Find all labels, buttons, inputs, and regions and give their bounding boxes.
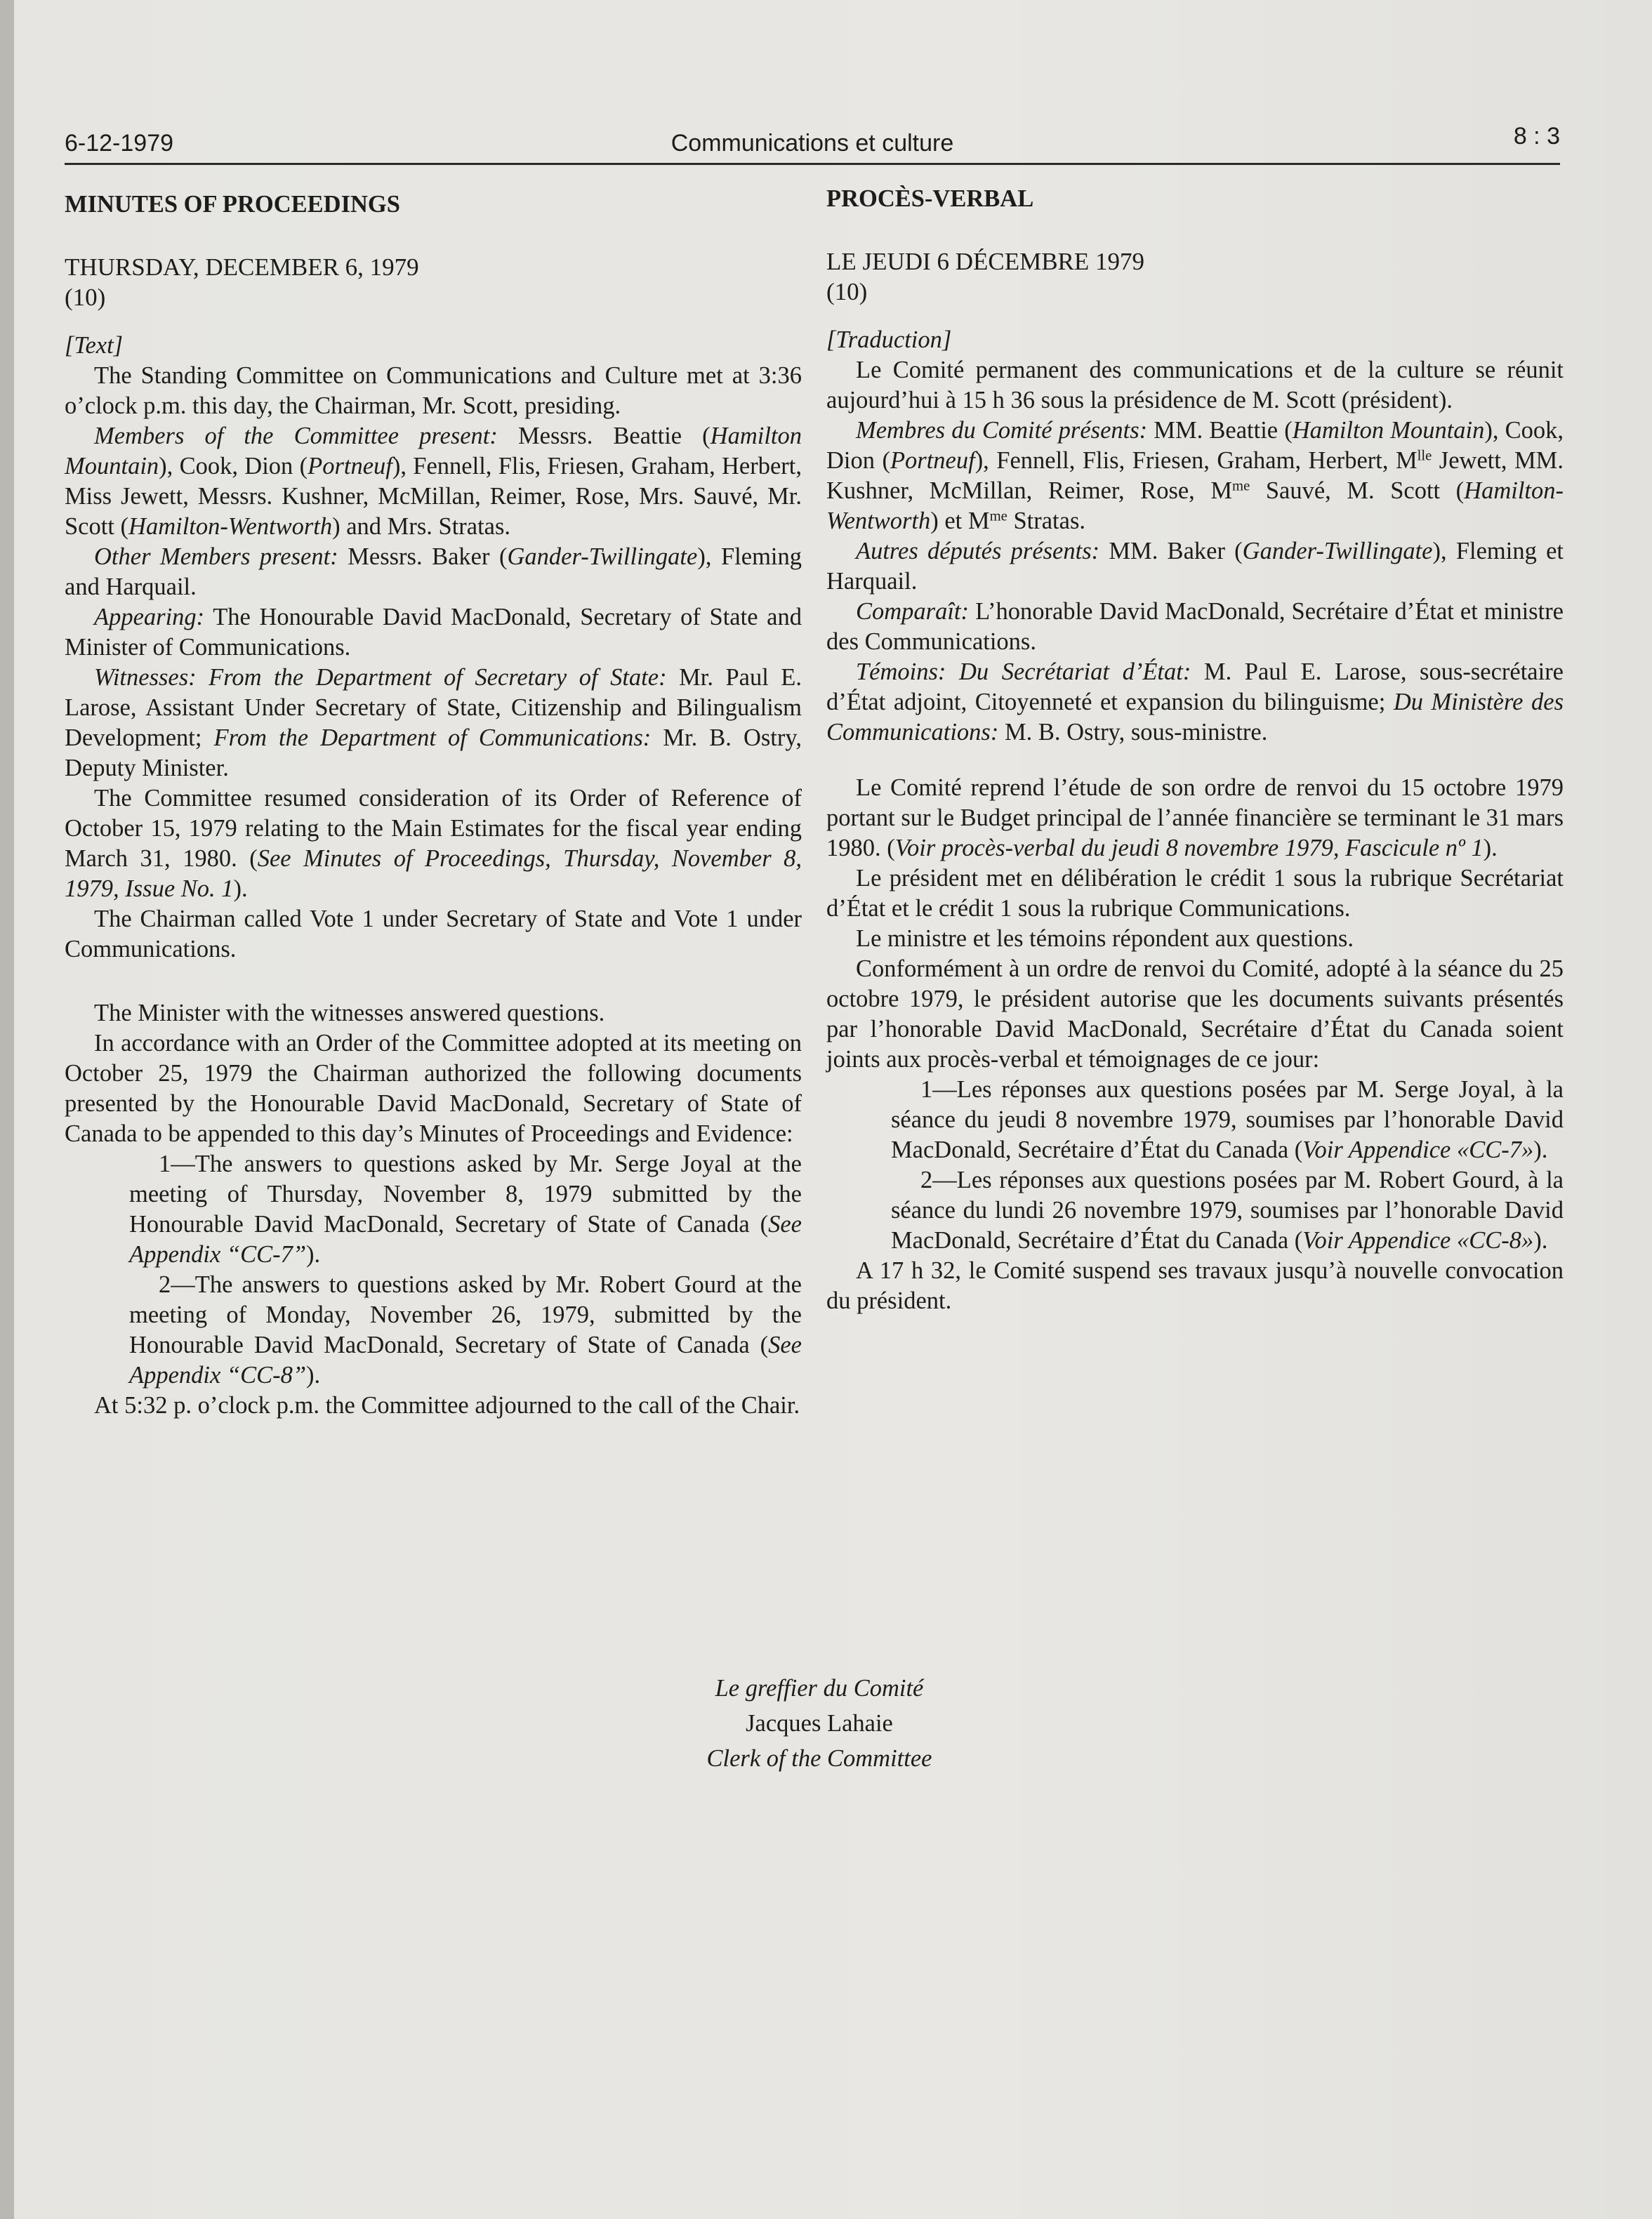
english-other-members: Other Members present: Messrs. Baker (Gander-Twillingate), Fleming and Harquail. xyxy=(65,543,802,600)
english-opening-paragraph: The Standing Committee on Communications and Culture met at 3:36 o’clock p.m. this day, the Chairman, Mr. Scott, presiding. xyxy=(65,362,802,419)
english-members-present: Members of the Committee present: Messrs. Beattie (Hamilton Mountain), Cook, Dion (Portneuf), Fennell, Flis, Friesen, Graham, Herbert, Miss Jewett, Messrs. Kushner, McMillan, Reimer, Rose, Mrs. Sauvé, Mr. Scott (Hamilton-Wentworth) and Mrs. Stratas. xyxy=(65,423,802,540)
french-questions: Le ministre et les témoins répondent aux questions. xyxy=(856,925,1354,952)
running-header xyxy=(65,112,1560,165)
clerk-signature-block xyxy=(591,1671,1048,1776)
english-accordance: In accordance with an Order of the Committee adopted at its meeting on October 25, 1979 the Chairman authorized the following documents presented by the Honourable David MacDonald, Secretary of State of Canada to be appended to this day’s Minutes of Proceedings and Evidence: xyxy=(65,1030,802,1147)
page-edge-shadow xyxy=(0,0,14,2219)
french-opening-paragraph: Le Comité permanent des communications et de la culture se réunit aujourd’hui à 15 h 36 sous la présidence de M. Scott (président). xyxy=(826,357,1564,413)
english-adjournment: At 5:32 p. o’clock p.m. the Committee adjourned to the call of the Chair. xyxy=(94,1392,800,1419)
english-text-note: [Text] xyxy=(65,332,124,359)
english-appendix-item-2: 2—The answers to questions asked by Mr. Robert Gourd at the meeting of Monday, November 26, 1979, submitted by the Honourable David MacDonald, Secretary of State of Canada (See Appendix “CC-8”). xyxy=(129,1271,802,1389)
french-appendix-item-2: 2—Les réponses aux questions posées par M. Robert Gourd, à la séance du lundi 26 novembre 1979, soumises par l’honorable David MacDonald, Secrétaire d’État du Canada (Voir Appendice «CC-8»). xyxy=(891,1167,1564,1254)
english-column xyxy=(65,190,802,1421)
french-order-of-reference: Le Comité reprend l’étude de son ordre de renvoi du 15 octobre 1979 portant sur le Budget principal de l’année financière se terminant le 31 mars 1980. (Voir procès-verbal du jeudi 8 novembre 1979, Fascicule nº 1). xyxy=(826,774,1564,861)
french-adjournment: A 17 h 32, le Comité suspend ses travaux jusqu’à nouvelle convocation du président. xyxy=(826,1257,1564,1314)
english-witnesses: Witnesses: From the Department of Secretary of State: Mr. Paul E. Larose, Assistant Under Secretary of State, Citizenship and Bilingualism Development; From the Department of Communications: Mr. B. Ostry, Deputy Minister. xyxy=(65,664,802,781)
french-column xyxy=(826,184,1564,1316)
english-date: THURSDAY, DECEMBER 6, 1979 (10) xyxy=(65,253,419,311)
french-accordance: Conformément à un ordre de renvoi du Comité, adopté à la séance du 25 octobre 1979, le président autorise que les documents suivants présentés par l’honorable David MacDonald, Secrétaire d’État du Canada soient joints aux procès-verbal et témoignages de ce jour: xyxy=(826,955,1564,1073)
french-witnesses: Témoins: Du Secrétariat d’État: M. Paul E. Larose, sous-secrétaire d’État adjoint, Citoyenneté et expansion du bilinguisme; Du Ministère des Communications: M. B. Ostry, sous-ministre. xyxy=(826,658,1564,746)
french-appendix-item-1: 1—Les réponses aux questions posées par M. Serge Joyal, à la séance du jeudi 8 novembre 1979, soumises par l’honorable David MacDonald, Secrétaire d’État du Canada (Voir Appendice «CC-7»). xyxy=(891,1076,1564,1163)
english-appearing: Appearing: The Honourable David MacDonald, Secretary of State and Minister of Communications. xyxy=(65,604,802,661)
clerk-title-french: Le greffier du Comité xyxy=(715,1675,924,1702)
clerk-name: Jacques Lahaie xyxy=(746,1710,893,1737)
english-questions: The Minister with the witnesses answered questions. xyxy=(94,1000,605,1026)
english-appendix-item-1: 1—The answers to questions asked by Mr. Serge Joyal at the meeting of Thursday, November 8, 1979 submitted by the Honourable David MacDonald, Secretary of State of Canada (See Appendix “CC-7”). xyxy=(129,1151,802,1268)
clerk-title-english: Clerk of the Committee xyxy=(706,1745,932,1772)
header-title: Communications et culture xyxy=(670,130,954,157)
english-vote-called: The Chairman called Vote 1 under Secretary of State and Vote 1 under Communications. xyxy=(65,906,802,962)
french-text-note: [Traduction] xyxy=(826,326,952,353)
header-page-number: 8 : 3 xyxy=(1513,123,1560,150)
french-appearing: Comparaît: L’honorable David MacDonald, Secrétaire d’État et ministre des Communications. xyxy=(826,598,1564,655)
header-date: 6-12-1979 xyxy=(65,130,174,157)
french-date: LE JEUDI 6 DÉCEMBRE 1979 (10) xyxy=(826,248,1145,305)
english-heading: MINUTES OF PROCEEDINGS xyxy=(65,191,400,218)
french-other-members: Autres députés présents: MM. Baker (Gander-Twillingate), Fleming et Harquail. xyxy=(826,538,1564,595)
french-heading: PROCÈS-VERBAL xyxy=(826,185,1034,212)
french-members-present: Membres du Comité présents: MM. Beattie (Hamilton Mountain), Cook, Dion (Portneuf), Fennell, Flis, Friesen, Graham, Herbert, $M^{lle}$ Jewett, MM. Kushner, McMillan, Reimer, Rose, $M^{me}$ Sauvé, M. Scott (Hamilton-Wentworth) et $M^{me}$ Stratas. xyxy=(826,417,1564,534)
english-order-of-reference: The Committee resumed consideration of its Order of Reference of October 15, 1979 relating to the Main Estimates for the fiscal year ending March 31, 1980. (See Minutes of Proceedings, Thursday, November 8, 1979, Issue No. 1). xyxy=(65,785,802,902)
french-vote-called: Le président met en délibération le crédit 1 sous la rubrique Secrétariat d’État et le crédit 1 sous la rubrique Communications. xyxy=(826,865,1564,922)
